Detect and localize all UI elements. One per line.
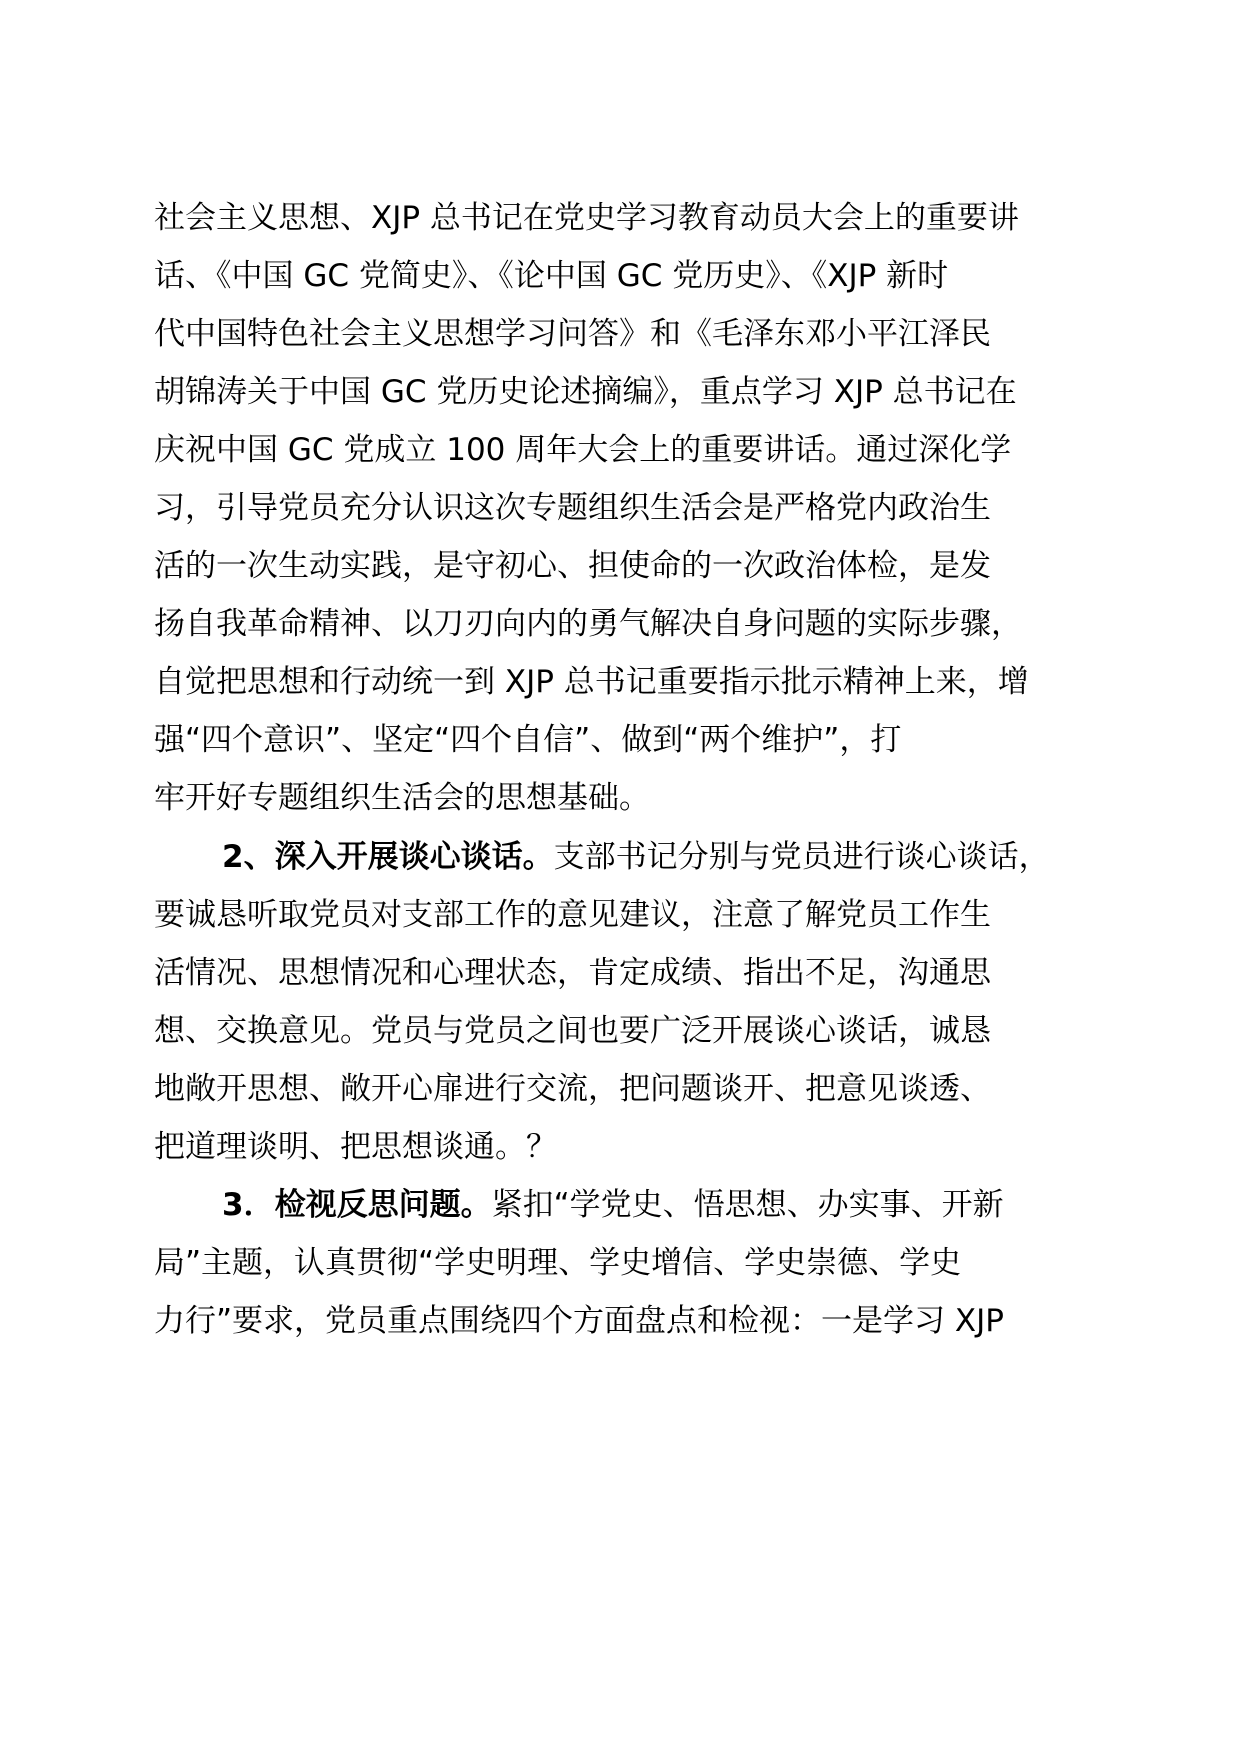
- section-3-first-line: 3．检视反思问题。紧扣“学党史、悟思想、办实事、开新: [222, 1187, 1004, 1223]
- text-line: 要诚恳听取党员对支部工作的意见建议，注意了解党员工作生: [154, 897, 991, 933]
- text-line: 力行”要求，党员重点围绕四个方面盘点和检视：一是学习 XJP: [154, 1303, 1004, 1339]
- section-2-heading: 2、深入开展谈心谈话。: [222, 839, 554, 875]
- text-line: 话、《中国 GC 党简史》、《论中国 GC 党历史》、《XJP 新时: [154, 258, 949, 294]
- text-line: 自觉把思想和行动统一到 XJP 总书记重要指示批示精神上来，增: [154, 664, 1029, 700]
- text-line: 地敞开思想、敞开心扉进行交流，把问题谈开、把意见谈透、: [154, 1071, 991, 1107]
- text-line: 活的一次生动实践，是守初心、担使命的一次政治体检，是发: [154, 548, 991, 584]
- text-line: 代中国特色社会主义思想学习问答》和《毛泽东邓小平江泽民: [154, 316, 991, 352]
- text-line: 扬自我革命精神、以刀刃向内的勇气解决自身问题的实际步骤，: [154, 606, 1022, 642]
- text-line: 把道理谈明、把思想谈通。？: [154, 1129, 557, 1165]
- text-line: 胡锦涛关于中国 GC 党历史论述摘编》，重点学习 XJP 总书记在: [154, 374, 1017, 410]
- section-2-first-line: 2、深入开展谈心谈话。支部书记分别与党员进行谈心谈话，: [222, 839, 1050, 875]
- text-line: 习，引导党员充分认识这次专题组织生活会是严格党内政治生: [154, 490, 991, 526]
- text-line: 活情况、思想情况和心理状态，肯定成绩、指出不足，沟通思: [154, 955, 991, 991]
- text-line: 强“四个意识”、坚定“四个自信”、做到“两个维护”，打: [154, 722, 902, 758]
- text-line: 牢开好专题组织生活会的思想基础。: [154, 780, 650, 816]
- text-line: 想、交换意见。党员与党员之间也要广泛开展谈心谈话，诚恳: [154, 1013, 991, 1049]
- text-line: 庆祝中国 GC 党成立 100 周年大会上的重要讲话。通过深化学: [154, 432, 1012, 468]
- text-line: 局”主题，认真贯彻“学史明理、学史增信、学史崇德、学史: [154, 1245, 962, 1281]
- section-3-heading: 3．检视反思问题。: [222, 1187, 492, 1223]
- text-line: 社会主义思想、XJP 总书记在党史学习教育动员大会上的重要讲: [154, 200, 1019, 236]
